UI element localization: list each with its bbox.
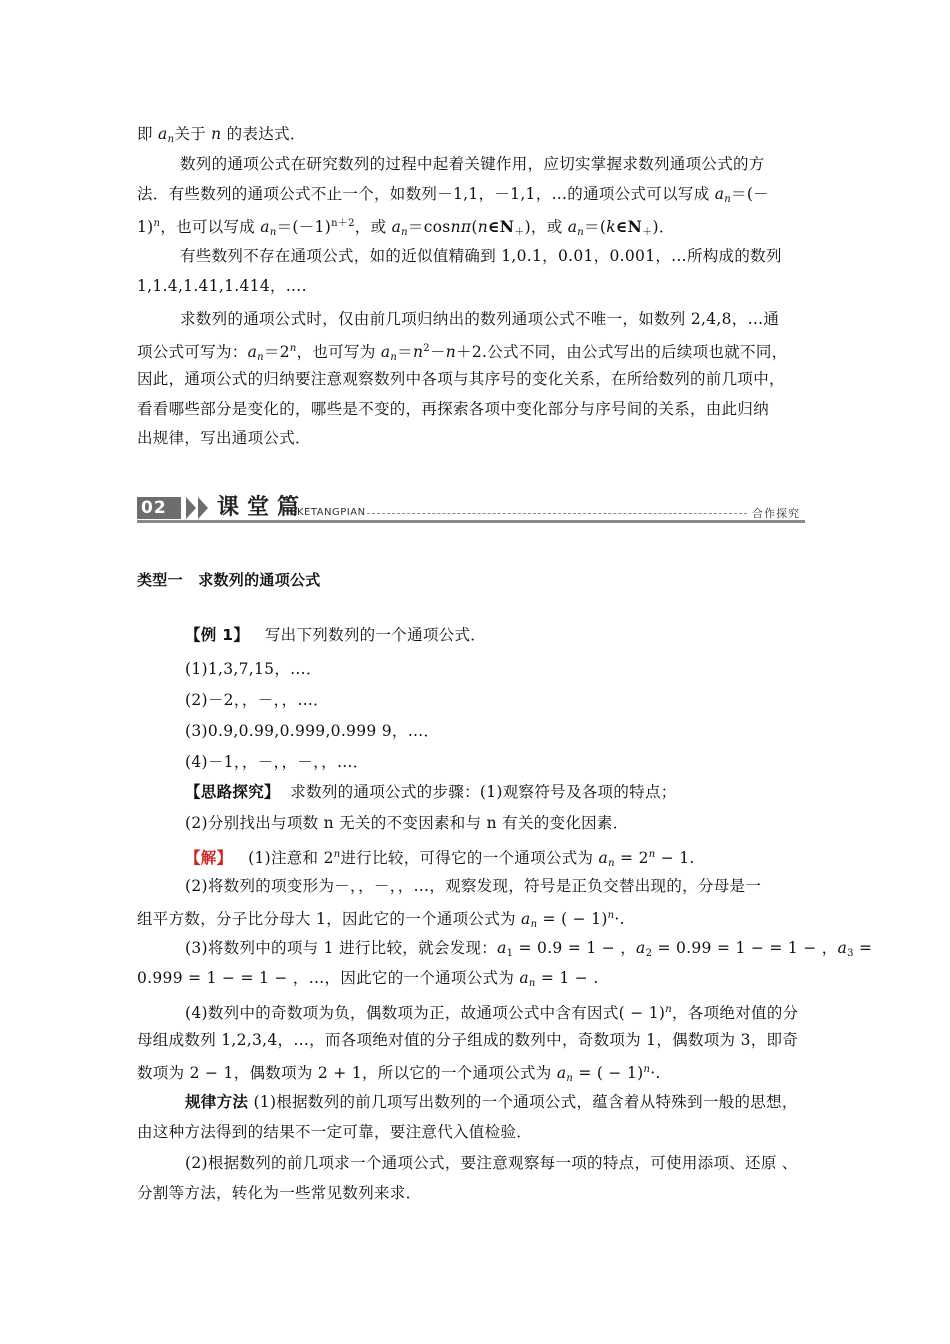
chevron-icon xyxy=(186,497,196,519)
idea-line-1: 【思路探究】 求数列的通项公式的步骤：(1)观察符号及各项的特点； xyxy=(185,783,677,801)
solution-4-line-2: 母组成数列 1,2,3,4，…，而各项绝对值的分子组成的数列中，奇数项为 1，偶数项为 3，即奇 xyxy=(137,1031,799,1049)
rule-line-3: (2)根据数列的前几项求一个通项公式，要注意观察每一项的特点，可使用添项、还原 、 xyxy=(185,1154,798,1172)
solution-4-line-3: 数项为 2 − 1，偶数项为 2 + 1，所以它的一个通项公式为 $a_n$ = ( − 1)$^n$·. xyxy=(137,1064,661,1084)
intro-paragraph-3-line-2: 1,1.4,1.41,1.414，…. xyxy=(137,277,307,295)
section-heading: 类型一 求数列的通项公式 xyxy=(137,571,321,589)
section-banner xyxy=(137,493,805,523)
intro-paragraph-2-line-3: 1)$^n$，也可以写成 $a_n=(-1)^{n+2}$，或 $a_n=\cos n\pi(n\in N_+)$，或 $a_n=(k\in N_+)$． xyxy=(137,217,675,238)
intro-paragraph-4-line-3: 因此，通项公式的归纳要注意观察数列中各项与其序号的变化关系，在所给数列的前几项中， xyxy=(137,370,785,388)
intro-paragraph-4-line-2: 项公式可写为：$a_n=2^n$，也可写为 $a_n=n^2-n+2$.公式不同，由公式写出的后续项也就不同， xyxy=(137,343,788,363)
example-item-2: (2)－2，，－，，…． xyxy=(185,691,329,709)
intro-paragraph-3-line-1: 有些数列不存在通项公式，如的近似值精确到 1,0.1，0.01，0.001，…所构成的数列 xyxy=(180,247,782,265)
intro-paragraph-4-line-5: 出规律，写出通项公式． xyxy=(137,429,311,447)
example-item-4: (4)－1，，－，，－，，…． xyxy=(185,753,369,771)
example-prompt: 【例 1】 写出下列数列的一个通项公式． xyxy=(185,626,487,644)
rule-line-4: 分割等方法，转化为一些常见数列来求． xyxy=(137,1184,422,1202)
chevron-icon xyxy=(198,497,208,519)
badge-box xyxy=(137,497,181,519)
badge-number: 02 xyxy=(141,498,167,518)
rule-line-1: 规律方法 (1)根据数列的前几项写出数列的一个通项公式，蕴含着从特殊到一般的思想， xyxy=(185,1093,798,1111)
example-item-1: (1)1,3,7,15，…． xyxy=(185,660,322,678)
intro-paragraph-4-line-4: 看看哪些部分是变化的，哪些是不变的，再探索各项中变化部分与序号间的关系，由此归纳 xyxy=(137,400,770,418)
idea-line-2: (2)分别找出与项数 n 无关的不变因素和与 n 有关的变化因素． xyxy=(185,814,629,832)
intro-paragraph-2-line-1: 数列的通项公式在研究数列的过程中起着关键作用，应切实掌握求数列通项公式的方 xyxy=(180,155,765,173)
dashed-divider xyxy=(367,513,747,514)
solution-3-line-1: (3)将数列中的项与 1 进行比较，就会发现：$a_1 = 0.9 = 1$ − ，$a_2 = 0.99 = 1$ − = 1 − ，$a_3$ = xyxy=(185,939,873,959)
solution-3-line-2: 0.999 = 1 − = 1 − ，…，因此它的一个通项公式为 $a_n = 1$ − . xyxy=(137,969,599,989)
banner-title: 课堂篇 xyxy=(217,495,308,520)
banner-subtitle: KETANGPIAN xyxy=(297,507,366,518)
solution-line-1: 【解】 (1)注意和 2$^n$进行比较，可得它的一个通项公式为 $a_n = 2^n - 1$. xyxy=(185,849,695,869)
intro-line-1: 即 $a_n$关于 n 的表达式． xyxy=(137,125,306,145)
solution-2-line-1: (2)将数列的项变形为－，，－，，…，观察发现，符号是正负交替出现的，分母是一 xyxy=(185,877,762,895)
solution-4-line-1: (4)数列中的奇数项为负，偶数项为正，故通项公式中含有因式( − 1)$^n$，各项绝对值的分 xyxy=(185,1004,799,1022)
example-item-3: (3)0.9,0.99,0.999,0.999 9，…． xyxy=(185,722,440,740)
banner-tag: 合作探究 xyxy=(752,507,800,520)
solution-2-line-2: 组平方数，分子比分母大 1，因此它的一个通项公式为 $a_n$ = ( − 1)$^n$·. xyxy=(137,910,625,930)
banner-underline xyxy=(137,520,805,523)
intro-paragraph-4-line-1: 求数列的通项公式时，仅由前几项归纳出的数列通项公式不唯一，如数列 2,4,8，…通 xyxy=(180,310,780,328)
intro-paragraph-2-line-2: 法．有些数列的通项公式不止一个，如数列－1,1，－1,1，…的通项公式可以写成 $a_n=(-$ xyxy=(137,185,769,205)
rule-line-2: 由这种方法得到的结果不一定可靠，要注意代入值检验． xyxy=(137,1123,533,1141)
